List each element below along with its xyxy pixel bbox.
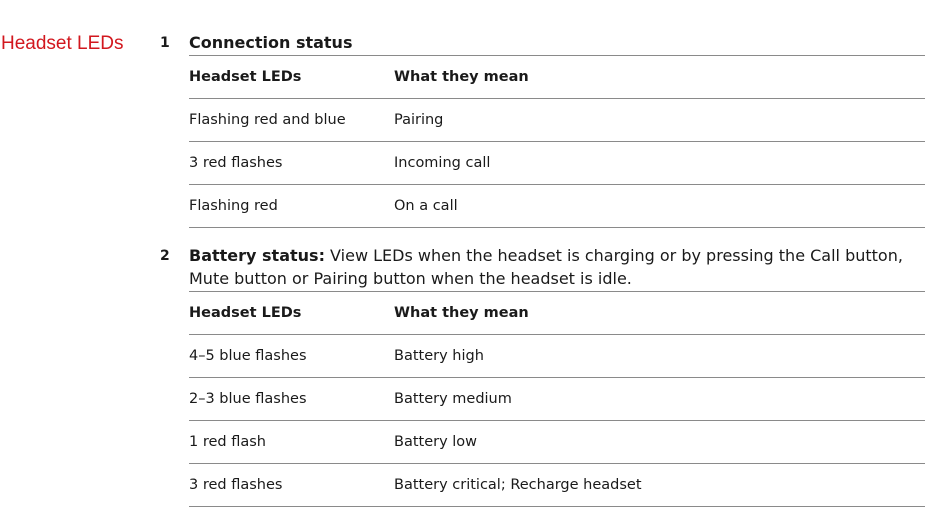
section-title: [189, 31, 925, 56]
table-cell: Battery medium: [394, 391, 512, 407]
battery-status-table: [189, 292, 925, 507]
table-cell: Incoming call: [394, 155, 491, 171]
table-cell: On a call: [394, 198, 458, 214]
section-number: 2: [160, 248, 170, 264]
section-title-line: [189, 244, 925, 267]
table-row: [189, 335, 925, 378]
column-header: What they mean: [394, 305, 529, 321]
section-title-text: Connection status: [189, 33, 353, 52]
table-row: [189, 185, 925, 228]
table-row: [189, 99, 925, 142]
column-header: Headset LEDs: [189, 305, 302, 321]
table-row: [189, 142, 925, 185]
section-title: [189, 244, 925, 292]
table-cell: 1 red flash: [189, 434, 266, 450]
table-cell: Battery critical; Recharge headset: [394, 477, 642, 493]
table-header-row: [189, 56, 925, 99]
section-description: Mute button or Pairing button when the headset is idle.: [189, 269, 632, 288]
table-row: [189, 464, 925, 507]
column-header: What they mean: [394, 69, 529, 85]
table-cell: Pairing: [394, 112, 444, 128]
table-cell: Flashing red: [189, 198, 278, 214]
side-heading: Headset LEDs: [1, 33, 124, 54]
column-header: Headset LEDs: [189, 69, 302, 85]
table-header-row: [189, 292, 925, 335]
table-row: [189, 421, 925, 464]
table-cell: Flashing red and blue: [189, 112, 346, 128]
table-cell: Battery high: [394, 348, 484, 364]
section-number: 1: [160, 35, 170, 51]
table-cell: Battery low: [394, 434, 478, 450]
table-cell: 2–3 blue flashes: [189, 391, 307, 407]
table-cell: 3 red flashes: [189, 477, 283, 493]
table-cell: 3 red flashes: [189, 155, 283, 171]
table-row: [189, 378, 925, 421]
connection-status-table: [189, 56, 925, 228]
table-cell: 4–5 blue flashes: [189, 348, 307, 364]
section-description: View LEDs when the headset is charging or by pressing the Call button,: [324, 246, 903, 265]
section-title-text: Battery status:: [189, 246, 325, 265]
